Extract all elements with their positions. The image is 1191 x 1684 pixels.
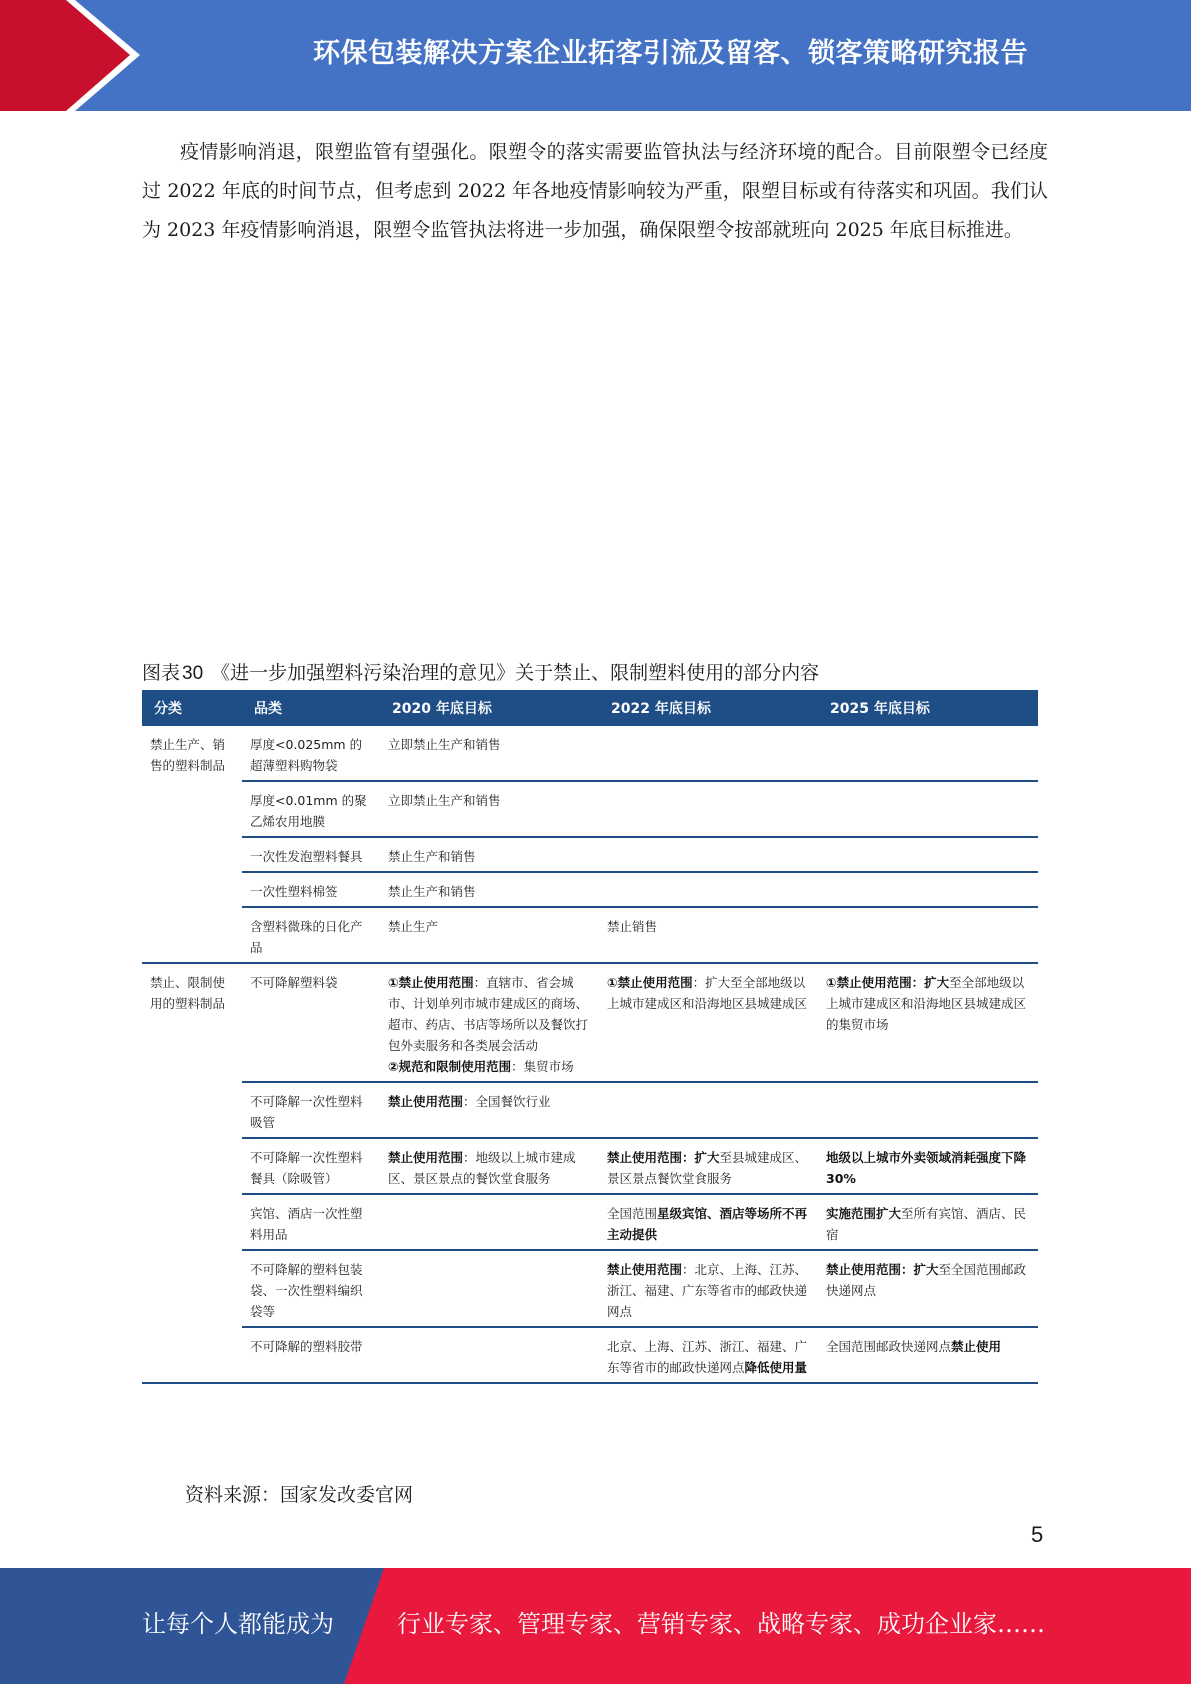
- cell-text: ：地级以上城市建成区、景区景点的餐饮堂食服务: [388, 1150, 576, 1186]
- bold-lead: 禁止使用范围: [388, 1150, 464, 1165]
- figure-number: 30: [182, 663, 204, 684]
- cell-text: 至所有宾馆、酒店、民宿: [826, 1206, 1027, 1242]
- target-2022-cell: [599, 1327, 818, 1383]
- cell-text: ：北京、上海、江苏、浙江、福建、广东等省市的邮政快递网点: [607, 1262, 808, 1319]
- target-2025-cell: [818, 837, 1038, 872]
- item-cell: 厚度<0.025mm 的超薄塑料购物袋: [242, 726, 380, 781]
- item-cell: 厚度<0.01mm 的聚乙烯农用地膜: [242, 781, 380, 837]
- target-2025-cell: [818, 1082, 1038, 1138]
- item-cell: 含塑料微珠的日化产品: [242, 907, 380, 963]
- table-row: [142, 837, 1038, 872]
- bold-lead: ①禁止使用范围：扩大: [826, 975, 950, 990]
- table-row: [142, 1082, 1038, 1138]
- bold-lead: 禁止使用范围: [388, 1094, 464, 1109]
- bold-lead: 实施范围扩大: [826, 1206, 902, 1221]
- target-2025-cell: [818, 872, 1038, 907]
- target-2022-cell: [599, 1194, 818, 1250]
- cell-text: ：集贸市场: [511, 1059, 574, 1074]
- table-row: [142, 1194, 1038, 1250]
- item-cell: 宾馆、酒店一次性塑料用品: [242, 1194, 380, 1250]
- page-number: 5: [1031, 1522, 1044, 1547]
- table-row: [142, 1138, 1038, 1194]
- target-2025-cell: 地级以上城市外卖领域消耗强度下降 30%: [818, 1138, 1038, 1194]
- table-row: [142, 1250, 1038, 1327]
- item-cell: 不可降解塑料袋: [242, 963, 380, 1082]
- figure-label: 图表: [142, 662, 181, 684]
- category-cell: 禁止、限制使用的塑料制品: [142, 963, 242, 1383]
- table-row: [142, 907, 1038, 963]
- target-2022-cell: [599, 872, 818, 907]
- target-2022-cell: [599, 1138, 818, 1194]
- target-2025-cell: [818, 907, 1038, 963]
- target-2022-cell: [599, 963, 818, 1082]
- target-2025-cell: [818, 726, 1038, 781]
- target-2022-cell: 禁止销售: [599, 907, 818, 963]
- target-2022-cell: [599, 1250, 818, 1327]
- bold-text: 禁止使用: [951, 1339, 1002, 1354]
- cell-text: 全国范围: [607, 1206, 658, 1221]
- header-item: 品类: [242, 690, 380, 726]
- target-2025-cell: [818, 1327, 1038, 1383]
- header-2022: 2022 年底目标: [599, 690, 818, 726]
- bold-lead: 禁止使用范围: [607, 1262, 683, 1277]
- bold-text: 降低使用量: [744, 1360, 808, 1375]
- target-2022-cell: [599, 726, 818, 781]
- cell-text: 至县城建成区、景区景点餐饮堂食服务: [607, 1150, 808, 1186]
- table-row: [142, 781, 1038, 837]
- item-cell: 一次性发泡塑料餐具: [242, 837, 380, 872]
- cell-text: 全国范围邮政快递网点: [826, 1339, 952, 1354]
- cell-text: ：全国餐饮行业: [463, 1094, 551, 1109]
- target-2022-cell: [599, 837, 818, 872]
- bold-lead: 禁止使用范围：扩大: [826, 1262, 939, 1277]
- table-header-row: [142, 690, 1038, 726]
- target-2022-cell: [599, 781, 818, 837]
- target-2020-cell: [380, 1138, 599, 1194]
- bold-lead: ①禁止使用范围: [388, 975, 474, 990]
- report-title: 环保包装解决方案企业拓客引流及留客、锁客策略研究报告: [313, 37, 1028, 69]
- table-row: [142, 1327, 1038, 1383]
- bold-lead: 禁止使用范围：扩大: [607, 1150, 720, 1165]
- category-cell: 禁止生产、销售的塑料制品: [142, 726, 242, 963]
- header-2020: 2020 年底目标: [380, 690, 599, 726]
- item-cell: 不可降解的塑料胶带: [242, 1327, 380, 1383]
- bold-lead: ①禁止使用范围: [607, 975, 693, 990]
- figure-caption: [142, 660, 1042, 687]
- item-cell: 一次性塑料棉签: [242, 872, 380, 907]
- target-2020-cell: 禁止生产和销售: [380, 837, 599, 872]
- item-cell: 不可降解的塑料包装袋、一次性塑料编织袋等: [242, 1250, 380, 1327]
- target-2020-cell: 立即禁止生产和销售: [380, 781, 599, 837]
- target-2020-cell: [380, 963, 599, 1082]
- cell-text: 至全国范围邮政快递网点: [826, 1262, 1027, 1298]
- table-row: [142, 726, 1038, 781]
- page-footer: [0, 1568, 1191, 1684]
- cell-text: ：扩大至全部地级以上城市建成区和沿海地区县城建成区: [607, 975, 808, 1011]
- target-2025-cell: [818, 781, 1038, 837]
- footer-slogan-left: 让每个人都能成为: [142, 1610, 334, 1638]
- item-cell: 不可降解一次性塑料吸管: [242, 1082, 380, 1138]
- target-2020-cell: [380, 1250, 599, 1327]
- footer-slogan-right: 行业专家、管理专家、营销专家、战略专家、成功企业家……: [397, 1610, 1045, 1638]
- data-source: 资料来源：国家发改委官网: [185, 1484, 414, 1506]
- bold-lead: ②规范和限制使用范围: [388, 1059, 512, 1074]
- target-2022-cell: [599, 1082, 818, 1138]
- table-row: [142, 872, 1038, 907]
- target-2020-cell: [380, 1194, 599, 1250]
- target-2025-cell: [818, 1250, 1038, 1327]
- policy-table: [142, 690, 1038, 1384]
- header-category: 分类: [142, 690, 242, 726]
- cell-text: 至全部地级以上城市建成区和沿海地区县城建成区的集贸市场: [826, 975, 1027, 1032]
- target-2025-cell: [818, 1194, 1038, 1250]
- cell-text: ：直辖市、省会城市、计划单列市城市建成区的商场、超市、药店、书店等场所以及餐饮打包外卖服务和各类展会活动: [388, 975, 589, 1053]
- page-header: [0, 0, 1191, 111]
- target-2020-cell: 禁止生产和销售: [380, 872, 599, 907]
- header-arrow-decoration: [0, 0, 150, 111]
- bold-text: 星级宾馆、酒店等场所不再主动提供: [607, 1206, 808, 1242]
- item-cell: 不可降解一次性塑料餐具（除吸管）: [242, 1138, 380, 1194]
- cell-text: 北京、上海、江苏、浙江、福建、广东等省市的邮政快递网点: [607, 1339, 808, 1375]
- figure-title: 《进一步加强塑料污染治理的意见》关于禁止、限制塑料使用的部分内容: [211, 662, 820, 684]
- target-2020-cell: [380, 1327, 599, 1383]
- target-2020-cell: 立即禁止生产和销售: [380, 726, 599, 781]
- header-2025: 2025 年底目标: [818, 690, 1038, 726]
- target-2025-cell: [818, 963, 1038, 1082]
- target-2020-cell: 禁止生产: [380, 907, 599, 963]
- target-2020-cell: [380, 1082, 599, 1138]
- body-paragraph: 疫情影响消退，限塑监管有望强化。限塑令的落实需要监管执法与经济环境的配合。目前限塑令已经度过 2022 年底的时间节点，但考虑到 2022 年各地疫情影响较为严重，限塑目标或有待落实和巩固。我们认为 2023 年疫情影响消退，限塑令监管执法将进一步加强，确保限塑令按部就班向 2025 年底目标推进。: [142, 141, 1048, 241]
- table-row: [142, 963, 1038, 1082]
